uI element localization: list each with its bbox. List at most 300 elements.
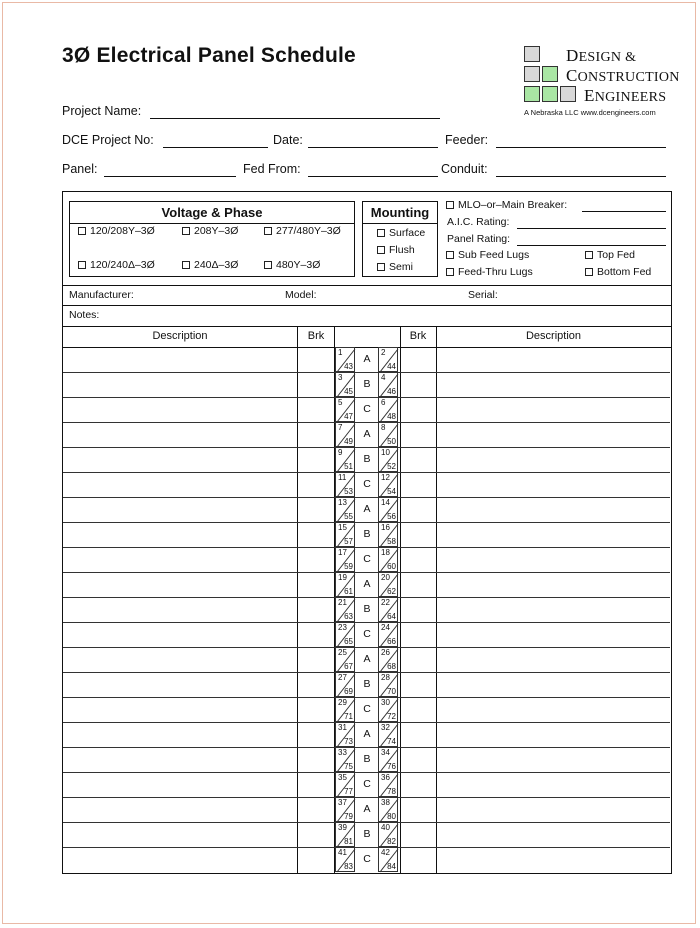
table-row <box>63 497 670 522</box>
description-right-cell[interactable] <box>437 597 670 622</box>
phase-label: A <box>363 503 371 515</box>
circuit-number-cell <box>378 372 398 397</box>
circuit-number: 3 <box>338 373 343 382</box>
circuit-number: 79 <box>344 812 353 821</box>
circuit-number-cell <box>378 397 398 422</box>
circuit-number: 18 <box>381 548 390 557</box>
description-right-cell[interactable] <box>437 822 670 847</box>
brk-left-cell[interactable] <box>298 822 334 847</box>
circuit-number-cell <box>378 722 398 747</box>
table-row <box>63 722 670 747</box>
circuit-number: 62 <box>387 587 396 596</box>
brk-left-cell[interactable] <box>298 697 334 722</box>
mlo-option[interactable]: MLO–or–Main Breaker: <box>446 199 567 211</box>
description-right-cell[interactable] <box>437 472 670 497</box>
panel-rating-field[interactable] <box>517 245 666 246</box>
circuit-number: 28 <box>381 673 390 682</box>
description-left-cell[interactable] <box>63 547 297 572</box>
circuit-number: 84 <box>387 862 396 871</box>
circuit-number: 66 <box>387 637 396 646</box>
brk-right-cell[interactable] <box>401 747 436 772</box>
circuit-number: 19 <box>338 573 347 582</box>
mounting-title: Mounting <box>370 205 430 220</box>
brk-left-cell[interactable] <box>298 522 334 547</box>
table-row <box>63 422 670 447</box>
notes-label: Notes: <box>69 309 100 321</box>
brk-right-cell[interactable] <box>401 597 436 622</box>
brk-right-cell[interactable] <box>401 722 436 747</box>
brk-right-cell[interactable] <box>401 472 436 497</box>
circuit-number: 71 <box>344 712 353 721</box>
circuit-number: 31 <box>338 723 347 732</box>
brk-left-cell[interactable] <box>298 622 334 647</box>
circuit-number-cell <box>335 422 355 447</box>
brk-right-cell[interactable] <box>401 572 436 597</box>
table-row <box>63 347 670 372</box>
brk-right-cell[interactable] <box>401 547 436 572</box>
brk-right-cell[interactable] <box>401 697 436 722</box>
description-right-cell[interactable] <box>437 847 670 872</box>
circuit-number: 48 <box>387 412 396 421</box>
description-left-cell[interactable] <box>63 372 297 397</box>
logo-square <box>542 86 558 102</box>
brk-right-cell[interactable] <box>401 672 436 697</box>
checkbox-icon[interactable] <box>264 227 272 235</box>
divider <box>70 223 354 224</box>
circuit-number: 75 <box>344 762 353 771</box>
circuit-number: 54 <box>387 487 396 496</box>
divider <box>63 285 671 286</box>
description-right-cell[interactable] <box>437 772 670 797</box>
circuit-number: 78 <box>387 787 396 796</box>
circuit-number: 16 <box>381 523 390 532</box>
description-left-cell[interactable] <box>63 347 297 372</box>
circuit-number: 49 <box>344 437 353 446</box>
circuit-number-cell <box>335 697 355 722</box>
brk-left-cell[interactable] <box>298 472 334 497</box>
divider <box>63 326 671 327</box>
logo-square <box>542 66 558 82</box>
circuit-number: 15 <box>338 523 347 532</box>
circuit-number: 72 <box>387 712 396 721</box>
description-right-cell[interactable] <box>437 422 670 447</box>
circuit-number: 51 <box>344 462 353 471</box>
phase-label: B <box>363 753 371 765</box>
table-row <box>63 397 670 422</box>
description-left-cell[interactable] <box>63 772 297 797</box>
brk-right-cell[interactable] <box>401 772 436 797</box>
brk-right-cell[interactable] <box>401 447 436 472</box>
description-left-cell[interactable] <box>63 847 297 872</box>
table-row <box>63 372 670 397</box>
circuit-number: 63 <box>344 612 353 621</box>
date-label: Date: <box>273 133 303 147</box>
description-left-cell[interactable] <box>63 822 297 847</box>
description-left-header: Description <box>152 330 208 342</box>
feed-thru-lugs-option[interactable]: Feed-Thru Lugs <box>446 266 533 278</box>
feeder-label: Feeder: <box>445 133 489 147</box>
phase-label: C <box>363 403 371 415</box>
mounting-option[interactable]: Flush <box>377 244 415 256</box>
circuit-number-cell <box>378 597 398 622</box>
date-field[interactable] <box>308 147 438 148</box>
circuit-number: 73 <box>344 737 353 746</box>
voltage-option[interactable]: 208Y–3Ø <box>182 225 238 237</box>
brk-left-cell[interactable] <box>298 772 334 797</box>
conduit-field[interactable] <box>496 176 666 177</box>
phase-label: B <box>363 378 371 390</box>
circuit-number: 58 <box>387 537 396 546</box>
circuit-number: 32 <box>381 723 390 732</box>
circuit-number: 46 <box>387 387 396 396</box>
voltage-option[interactable]: 277/480Y–3Ø <box>264 225 341 237</box>
brk-left-cell[interactable] <box>298 447 334 472</box>
brk-left-cell[interactable] <box>298 397 334 422</box>
table-row <box>63 472 670 497</box>
circuit-number: 36 <box>381 773 390 782</box>
mlo-field[interactable] <box>582 211 666 212</box>
description-right-cell[interactable] <box>437 547 670 572</box>
brk-left-cell[interactable] <box>298 722 334 747</box>
logo-square <box>524 86 540 102</box>
circuit-number-cell <box>335 647 355 672</box>
circuit-number: 74 <box>387 737 396 746</box>
circuit-number: 81 <box>344 837 353 846</box>
table-row <box>63 672 670 697</box>
circuit-number: 68 <box>387 662 396 671</box>
phase-label: A <box>363 803 371 815</box>
phase-label: C <box>363 703 371 715</box>
circuit-number: 77 <box>344 787 353 796</box>
phase-label: A <box>363 653 371 665</box>
circuit-number: 50 <box>387 437 396 446</box>
description-right-cell[interactable] <box>437 372 670 397</box>
checkbox-icon[interactable] <box>264 261 272 269</box>
description-right-cell[interactable] <box>437 447 670 472</box>
checkbox-icon[interactable] <box>78 227 86 235</box>
voltage-phase-box <box>69 201 355 277</box>
checkbox-icon[interactable] <box>585 251 593 259</box>
circuit-number: 1 <box>338 348 343 357</box>
circuit-number-cell <box>335 797 355 822</box>
table-row <box>63 647 670 672</box>
circuit-number-cell <box>335 747 355 772</box>
project-name-field[interactable] <box>150 118 440 119</box>
circuit-number: 64 <box>387 612 396 621</box>
brk-left-cell[interactable] <box>298 672 334 697</box>
phase-label: B <box>363 453 371 465</box>
description-right-cell[interactable] <box>437 572 670 597</box>
mounting-option[interactable]: Semi <box>377 261 413 273</box>
table-row <box>63 697 670 722</box>
description-left-cell[interactable] <box>63 597 297 622</box>
brk-right-cell[interactable] <box>401 522 436 547</box>
description-right-cell[interactable] <box>437 697 670 722</box>
checkbox-icon[interactable] <box>446 251 454 259</box>
circuit-number: 57 <box>344 537 353 546</box>
description-right-cell[interactable] <box>437 522 670 547</box>
circuit-number: 23 <box>338 623 347 632</box>
brk-left-cell[interactable] <box>298 347 334 372</box>
phase-label: B <box>363 678 371 690</box>
description-left-cell[interactable] <box>63 447 297 472</box>
aic-rating-field[interactable] <box>517 228 666 229</box>
checkbox-icon[interactable] <box>446 268 454 276</box>
circuit-number-cell <box>378 647 398 672</box>
description-left-cell[interactable] <box>63 397 297 422</box>
phase-label: B <box>363 603 371 615</box>
phase-label: B <box>363 528 371 540</box>
circuit-number: 59 <box>344 562 353 571</box>
logo-line-engineers: ENGINEERS <box>584 86 667 105</box>
table-row <box>63 547 670 572</box>
description-left-cell[interactable] <box>63 697 297 722</box>
circuit-number: 6 <box>381 398 386 407</box>
table-row <box>63 772 670 797</box>
circuit-number-cell <box>335 772 355 797</box>
circuit-number-cell <box>335 347 355 372</box>
circuit-number-cell <box>335 597 355 622</box>
brk-right-cell[interactable] <box>401 497 436 522</box>
checkbox-icon[interactable] <box>182 261 190 269</box>
phase-label: C <box>363 553 371 565</box>
circuit-number: 26 <box>381 648 390 657</box>
circuit-number: 41 <box>338 848 347 857</box>
brk-right-cell[interactable] <box>401 847 436 872</box>
circuit-number: 11 <box>338 473 347 482</box>
brk-right-cell[interactable] <box>401 622 436 647</box>
circuit-number: 47 <box>344 412 353 421</box>
voltage-option[interactable]: 120/208Y–3Ø <box>78 225 155 237</box>
fed-from-label: Fed From: <box>243 162 301 176</box>
circuit-number: 61 <box>344 587 353 596</box>
logo-square <box>524 46 540 62</box>
circuit-number: 9 <box>338 448 343 457</box>
brk-left-cell[interactable] <box>298 572 334 597</box>
table-row <box>63 572 670 597</box>
brk-left-cell[interactable] <box>298 597 334 622</box>
brk-left-cell[interactable] <box>298 497 334 522</box>
table-row <box>63 447 670 472</box>
brk-right-cell[interactable] <box>401 822 436 847</box>
phase-label: C <box>363 478 371 490</box>
circuit-number-cell <box>378 797 398 822</box>
circuit-number: 39 <box>338 823 347 832</box>
circuit-number: 69 <box>344 687 353 696</box>
model-label: Model: <box>285 289 317 301</box>
circuit-number-cell <box>378 772 398 797</box>
circuit-number: 30 <box>381 698 390 707</box>
table-row <box>63 797 670 822</box>
circuit-number-cell <box>378 472 398 497</box>
phase-label: C <box>363 628 371 640</box>
description-left-cell[interactable] <box>63 572 297 597</box>
circuit-number: 12 <box>381 473 390 482</box>
phase-label: A <box>363 728 371 740</box>
checkbox-icon[interactable] <box>377 246 385 254</box>
phase-label: A <box>363 428 371 440</box>
company-logo <box>522 44 682 124</box>
mounting-box <box>362 201 438 277</box>
circuit-number: 76 <box>387 762 396 771</box>
circuit-number-cell <box>335 847 355 872</box>
circuit-number-cell <box>378 497 398 522</box>
description-right-cell[interactable] <box>437 722 670 747</box>
brk-right-cell[interactable] <box>401 647 436 672</box>
voltage-option[interactable]: 120/240Δ–3Ø <box>78 259 155 271</box>
voltage-option[interactable]: 240Δ–3Ø <box>182 259 238 271</box>
circuit-number: 37 <box>338 798 347 807</box>
checkbox-icon[interactable] <box>78 261 86 269</box>
circuit-number: 60 <box>387 562 396 571</box>
circuit-number: 8 <box>381 423 386 432</box>
circuit-number-cell <box>335 472 355 497</box>
brk-right-header: Brk <box>409 330 427 342</box>
circuit-number: 14 <box>381 498 390 507</box>
phase-label: C <box>363 778 371 790</box>
brk-left-cell[interactable] <box>298 747 334 772</box>
divider <box>363 223 437 224</box>
circuit-number-cell <box>335 397 355 422</box>
description-right-cell[interactable] <box>437 647 670 672</box>
circuit-number-cell <box>335 497 355 522</box>
circuit-number-cell <box>378 347 398 372</box>
circuit-number: 65 <box>344 637 353 646</box>
brk-right-cell[interactable] <box>401 372 436 397</box>
manufacturer-label: Manufacturer: <box>69 289 134 301</box>
description-right-cell[interactable] <box>437 622 670 647</box>
circuit-number: 82 <box>387 837 396 846</box>
circuit-number-cell <box>335 372 355 397</box>
description-left-cell[interactable] <box>63 797 297 822</box>
brk-right-cell[interactable] <box>401 347 436 372</box>
description-right-cell[interactable] <box>437 497 670 522</box>
description-right-cell[interactable] <box>437 672 670 697</box>
circuit-number: 67 <box>344 662 353 671</box>
circuit-number: 21 <box>338 598 347 607</box>
circuit-number: 5 <box>338 398 343 407</box>
voltage-phase-title: Voltage & Phase <box>161 205 263 220</box>
circuit-number: 24 <box>381 623 390 632</box>
circuit-number-cell <box>378 522 398 547</box>
brk-left-cell[interactable] <box>298 847 334 872</box>
description-left-cell[interactable] <box>63 722 297 747</box>
circuit-number: 7 <box>338 423 343 432</box>
mounting-option[interactable]: Surface <box>377 227 425 239</box>
fed-from-field[interactable] <box>308 176 438 177</box>
brk-left-cell[interactable] <box>298 647 334 672</box>
description-left-cell[interactable] <box>63 672 297 697</box>
checkbox-icon[interactable] <box>446 201 454 209</box>
circuit-number-cell <box>378 747 398 772</box>
page-title: 3Ø Electrical Panel Schedule <box>62 44 356 67</box>
circuit-number: 70 <box>387 687 396 696</box>
brk-left-cell[interactable] <box>298 797 334 822</box>
description-right-cell[interactable] <box>437 747 670 772</box>
description-left-cell[interactable] <box>63 622 297 647</box>
circuit-number: 40 <box>381 823 390 832</box>
checkbox-icon[interactable] <box>377 229 385 237</box>
sub-feed-lugs-option[interactable]: Sub Feed Lugs <box>446 249 529 261</box>
bottom-fed-option[interactable]: Bottom Fed <box>585 266 651 278</box>
table-row <box>63 822 670 847</box>
circuit-number: 33 <box>338 748 347 757</box>
circuit-number: 55 <box>344 512 353 521</box>
circuit-number: 80 <box>387 812 396 821</box>
panel-schedule-form <box>62 191 672 874</box>
brk-left-cell[interactable] <box>298 372 334 397</box>
circuit-number: 45 <box>344 387 353 396</box>
brk-left-cell[interactable] <box>298 547 334 572</box>
checkbox-icon[interactable] <box>182 227 190 235</box>
dce-project-no-field[interactable] <box>163 147 268 148</box>
circuit-number: 44 <box>387 362 396 371</box>
panel-label: Panel: <box>62 162 98 176</box>
description-left-cell[interactable] <box>63 472 297 497</box>
circuit-number-cell <box>335 622 355 647</box>
circuit-number: 29 <box>338 698 347 707</box>
circuit-number-cell <box>335 822 355 847</box>
circuit-number-cell <box>335 672 355 697</box>
voltage-option[interactable]: 480Y–3Ø <box>264 259 320 271</box>
description-left-cell[interactable] <box>63 747 297 772</box>
brk-right-cell[interactable] <box>401 422 436 447</box>
phase-label: C <box>363 853 371 865</box>
description-right-cell[interactable] <box>437 797 670 822</box>
circuit-number-cell <box>378 422 398 447</box>
description-left-cell[interactable] <box>63 422 297 447</box>
circuit-number-cell <box>378 572 398 597</box>
brk-left-cell[interactable] <box>298 422 334 447</box>
feeder-field[interactable] <box>496 147 666 148</box>
circuit-number-cell <box>378 672 398 697</box>
phase-label: B <box>363 828 371 840</box>
circuit-number: 38 <box>381 798 390 807</box>
circuit-number: 83 <box>344 862 353 871</box>
brk-right-cell[interactable] <box>401 797 436 822</box>
circuit-number-cell <box>378 447 398 472</box>
logo-square <box>560 86 576 102</box>
conduit-label: Conduit: <box>441 162 488 176</box>
brk-right-cell[interactable] <box>401 397 436 422</box>
brk-left-header: Brk <box>307 330 325 342</box>
description-left-cell[interactable] <box>63 522 297 547</box>
description-left-cell[interactable] <box>63 647 297 672</box>
circuit-number: 34 <box>381 748 390 757</box>
circuit-number-cell <box>335 447 355 472</box>
table-row <box>63 522 670 547</box>
description-left-cell[interactable] <box>63 497 297 522</box>
circuit-number: 4 <box>381 373 386 382</box>
panel-field[interactable] <box>104 176 236 177</box>
aic-rating-label: A.I.C. Rating: <box>447 216 510 228</box>
dce-project-no-label: DCE Project No: <box>62 133 154 147</box>
circuit-number: 42 <box>381 848 390 857</box>
circuit-number: 17 <box>338 548 347 557</box>
table-row <box>63 622 670 647</box>
serial-label: Serial: <box>468 289 498 301</box>
logo-subline: A Nebraska LLC www.dcengineers.com <box>524 108 656 117</box>
checkbox-icon[interactable] <box>377 263 385 271</box>
description-right-cell[interactable] <box>437 397 670 422</box>
description-right-cell[interactable] <box>437 347 670 372</box>
circuit-number-cell <box>335 522 355 547</box>
circuit-number-cell <box>378 822 398 847</box>
top-fed-option[interactable]: Top Fed <box>585 249 635 261</box>
logo-square <box>524 66 540 82</box>
checkbox-icon[interactable] <box>585 268 593 276</box>
circuit-number: 56 <box>387 512 396 521</box>
